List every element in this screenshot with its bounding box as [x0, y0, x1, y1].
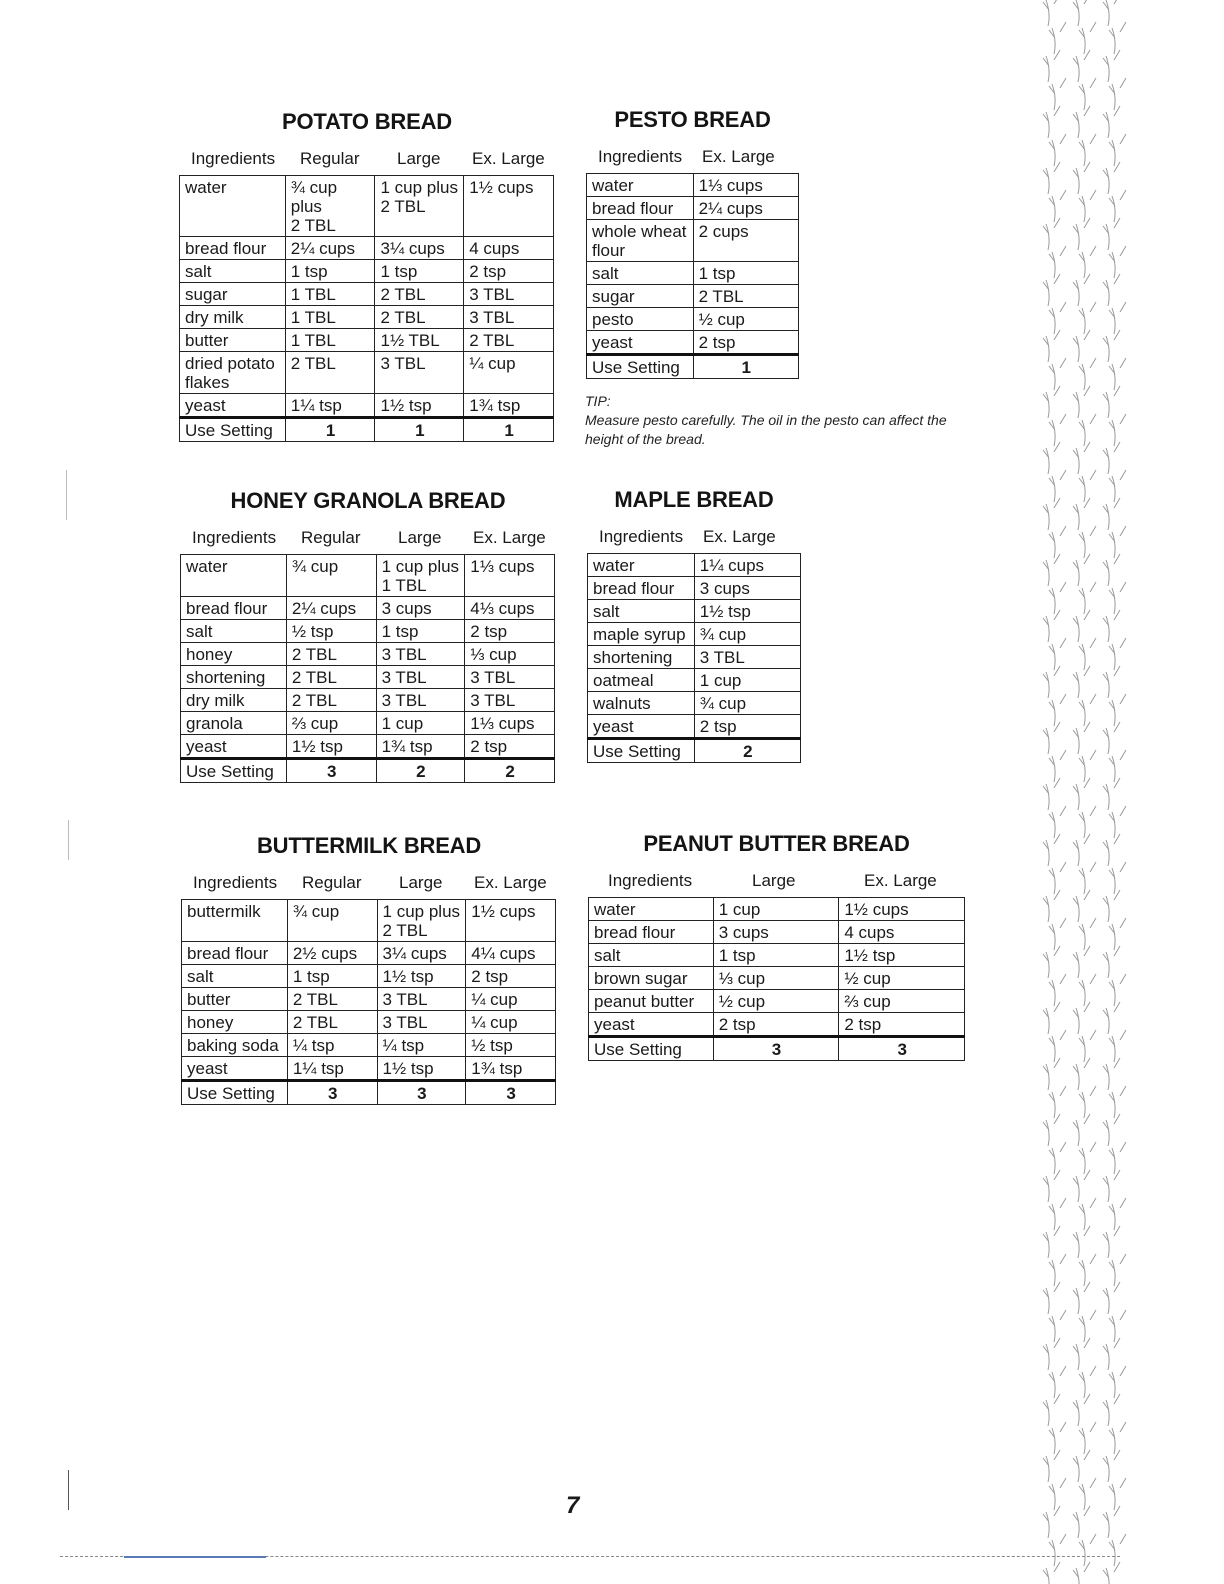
ingredient-amount: 3 TBL: [376, 666, 465, 689]
ingredient-name: granola: [181, 712, 287, 735]
ingredient-amount: 1½ tsp: [375, 394, 464, 418]
ingredient-name: brown sugar: [589, 967, 714, 990]
ingredient-amount: 1 cup plus 2 TBL: [377, 900, 466, 942]
ingredient-amount: 1½ TBL: [375, 329, 464, 352]
table-row: [588, 577, 801, 600]
ingredient-amount: 3¼ cups: [377, 942, 466, 965]
ingredient-amount: 1 TBL: [285, 283, 375, 306]
ingredient-amount: 4 cups: [464, 237, 554, 260]
table-row: [589, 1013, 965, 1037]
ingredient-amount: 1½ tsp: [377, 965, 466, 988]
ingredient-amount: 3¼ cups: [375, 237, 464, 260]
use-setting-label: Use Setting: [182, 1081, 288, 1105]
use-setting-value: 1: [693, 355, 798, 379]
ingredients-table: [586, 173, 799, 379]
ingredient-amount: 2 TBL: [287, 1011, 377, 1034]
ingredient-amount: 2 tsp: [465, 620, 555, 643]
table-row: [182, 900, 556, 942]
ingredient-amount: 2 tsp: [465, 735, 555, 759]
ingredient-amount: ¼ tsp: [377, 1034, 466, 1057]
ingredient-amount: 2 cups: [693, 220, 798, 262]
column-header: Ingredients: [608, 871, 693, 890]
ingredient-name: shortening: [181, 666, 287, 689]
ingredient-amount: 1¾ tsp: [466, 1057, 556, 1081]
table-row: [182, 965, 556, 988]
table-row: [588, 692, 801, 715]
ingredient-amount: 1½ cups: [839, 898, 965, 921]
column-header: Ex. Large: [474, 873, 547, 892]
table-row: [588, 715, 801, 739]
column-header: Ingredients: [598, 147, 683, 166]
column-headers: [180, 528, 556, 550]
ingredient-amount: ¼ tsp: [287, 1034, 377, 1057]
column-headers: [586, 147, 799, 169]
ingredient-amount: 1½ tsp: [377, 1057, 466, 1081]
ingredient-amount: 1½ tsp: [839, 944, 965, 967]
ingredient-amount: 2 tsp: [713, 1013, 839, 1037]
column-headers: [587, 527, 801, 549]
ingredient-amount: ½ tsp: [466, 1034, 556, 1057]
table-row: [589, 921, 965, 944]
ingredient-amount: 3 TBL: [376, 643, 465, 666]
ingredient-amount: 2 tsp: [839, 1013, 965, 1037]
table-row: [587, 331, 799, 355]
ingredient-amount: 1 cup: [376, 712, 465, 735]
ingredient-name: maple syrup: [588, 623, 695, 646]
decorative-border: [1034, 0, 1134, 1584]
column-header: Ingredients: [192, 528, 277, 547]
ingredient-name: baking soda: [182, 1034, 288, 1057]
ingredient-name: yeast: [182, 1057, 288, 1081]
ingredient-name: yeast: [181, 735, 287, 759]
ingredient-name: peanut butter: [589, 990, 714, 1013]
table-row: [587, 197, 799, 220]
column-header: Regular: [300, 149, 360, 168]
tip-text: Measure pesto carefully. The oil in the pesto can affect the height of the bread.: [585, 412, 947, 447]
use-setting-value: 1: [285, 418, 375, 442]
ingredient-amount: ½ cup: [713, 990, 839, 1013]
column-header: Regular: [302, 873, 362, 892]
recipe-title: BUTTERMILK BREAD: [256, 833, 482, 858]
ingredient-amount: 3 cups: [376, 597, 465, 620]
ingredient-amount: 2 tsp: [464, 260, 554, 283]
ingredient-amount: ½ cup: [839, 967, 965, 990]
ingredients-table: [588, 897, 965, 1061]
ingredient-amount: 3 TBL: [465, 666, 555, 689]
ingredient-amount: 2 TBL: [285, 352, 375, 394]
ingredient-name: yeast: [588, 715, 695, 739]
ingredient-name: walnuts: [588, 692, 695, 715]
column-header: Ex. Large: [702, 147, 775, 166]
ingredient-amount: ⅔ cup: [839, 990, 965, 1013]
scan-mark: [66, 470, 67, 520]
scan-mark: [68, 820, 69, 860]
ingredient-amount: 3 TBL: [376, 689, 465, 712]
use-setting-row: [182, 1081, 556, 1105]
ingredient-amount: 2 TBL: [286, 643, 376, 666]
use-setting-row: [589, 1037, 965, 1061]
column-header: Large: [752, 871, 796, 890]
ingredient-name: salt: [587, 262, 694, 285]
ingredient-name: yeast: [180, 394, 286, 418]
table-row: [180, 237, 554, 260]
ingredient-amount: 1 tsp: [287, 965, 377, 988]
use-setting-value: 2: [465, 759, 555, 783]
column-header: Ingredients: [193, 873, 278, 892]
ingredient-name: bread flour: [589, 921, 714, 944]
table-row: [181, 555, 555, 597]
ingredient-amount: 1 cup plus 1 TBL: [376, 555, 465, 597]
ingredient-amount: ⅔ cup: [286, 712, 376, 735]
table-row: [182, 1057, 556, 1081]
ingredient-name: bread flour: [180, 237, 286, 260]
ingredient-amount: 1 cup: [713, 898, 839, 921]
ingredient-name: water: [588, 554, 695, 577]
ingredient-amount: 1½ tsp: [694, 600, 800, 623]
table-row: [180, 283, 554, 306]
ingredient-amount: ¾ cup: [694, 692, 800, 715]
ingredient-amount: ¾ cup: [694, 623, 800, 646]
ingredient-amount: 1½ cups: [464, 176, 554, 237]
use-setting-value: 3: [839, 1037, 965, 1061]
use-setting-value: 1: [464, 418, 554, 442]
ingredient-amount: 2 TBL: [464, 329, 554, 352]
ingredient-amount: ½ tsp: [286, 620, 376, 643]
ingredient-amount: 2 TBL: [287, 988, 377, 1011]
peanut-butter-bread-recipe: [588, 831, 965, 1061]
ingredient-amount: 2 tsp: [466, 965, 556, 988]
ingredient-name: dried potato flakes: [180, 352, 286, 394]
pesto-bread-recipe: [586, 107, 799, 379]
maple-bread-recipe: [587, 487, 801, 763]
ingredient-amount: 1 tsp: [285, 260, 375, 283]
use-setting-value: 3: [377, 1081, 466, 1105]
ingredient-amount: 1½ cups: [466, 900, 556, 942]
ingredient-amount: 1¼ cups: [694, 554, 800, 577]
ingredient-amount: ⅓ cup: [713, 967, 839, 990]
ingredient-name: water: [180, 176, 286, 237]
table-row: [589, 990, 965, 1013]
ingredient-amount: 2 TBL: [375, 306, 464, 329]
use-setting-label: Use Setting: [181, 759, 287, 783]
ingredient-amount: ⅓ cup: [465, 643, 555, 666]
column-headers: [588, 871, 965, 893]
table-row: [587, 262, 799, 285]
ingredient-amount: 1¾ tsp: [376, 735, 465, 759]
table-row: [589, 944, 965, 967]
ingredient-name: honey: [182, 1011, 288, 1034]
ingredient-name: salt: [589, 944, 714, 967]
ingredients-table: [179, 175, 554, 442]
table-row: [181, 689, 555, 712]
recipe-title: HONEY GRANOLA BREAD: [230, 488, 506, 513]
use-setting-row: [587, 355, 799, 379]
table-row: [180, 352, 554, 394]
ingredient-name: shortening: [588, 646, 695, 669]
ingredient-amount: 1¼ tsp: [287, 1057, 377, 1081]
ingredient-amount: 2 TBL: [693, 285, 798, 308]
ingredient-amount: 1⅓ cups: [693, 174, 798, 197]
column-header: Large: [397, 149, 441, 168]
ingredient-name: sugar: [587, 285, 694, 308]
ingredient-name: sugar: [180, 283, 286, 306]
ingredient-amount: 1 tsp: [375, 260, 464, 283]
use-setting-label: Use Setting: [589, 1037, 714, 1061]
table-row: [588, 600, 801, 623]
table-row: [181, 735, 555, 759]
table-row: [588, 669, 801, 692]
ingredient-amount: 1 tsp: [693, 262, 798, 285]
table-row: [181, 597, 555, 620]
ingredient-amount: ¼ cup: [466, 988, 556, 1011]
table-row: [181, 712, 555, 735]
use-setting-value: 3: [466, 1081, 556, 1105]
column-header: Ex. Large: [473, 528, 546, 547]
table-row: [587, 308, 799, 331]
ingredient-amount: 1 TBL: [285, 329, 375, 352]
ingredient-name: yeast: [589, 1013, 714, 1037]
pesto-tip: [585, 392, 985, 449]
use-setting-row: [180, 418, 554, 442]
table-row: [181, 666, 555, 689]
ingredient-amount: 1⅓ cups: [465, 555, 555, 597]
table-row: [180, 394, 554, 418]
ingredients-table: [587, 553, 801, 763]
ingredient-amount: 1½ tsp: [286, 735, 376, 759]
page-number: 7: [566, 1492, 580, 1519]
table-row: [588, 554, 801, 577]
ingredient-amount: 4¼ cups: [466, 942, 556, 965]
ingredient-amount: 3 cups: [694, 577, 800, 600]
table-row: [182, 942, 556, 965]
table-row: [180, 329, 554, 352]
table-row: [587, 174, 799, 197]
column-headers: [181, 873, 557, 895]
recipe-title: POTATO BREAD: [282, 109, 452, 134]
recipe-title: MAPLE BREAD: [614, 487, 774, 512]
use-setting-label: Use Setting: [180, 418, 286, 442]
use-setting-label: Use Setting: [588, 739, 695, 763]
use-setting-row: [181, 759, 555, 783]
ingredient-name: honey: [181, 643, 287, 666]
ingredient-amount: 2 TBL: [375, 283, 464, 306]
use-setting-value: 2: [694, 739, 800, 763]
ingredient-name: salt: [180, 260, 286, 283]
scan-mark: [68, 1470, 69, 1510]
ingredient-amount: 1¾ tsp: [464, 394, 554, 418]
table-row: [588, 646, 801, 669]
ingredient-amount: 3 TBL: [375, 352, 464, 394]
ingredient-name: salt: [181, 620, 287, 643]
table-row: [182, 988, 556, 1011]
ingredient-name: butter: [180, 329, 286, 352]
use-setting-row: [588, 739, 801, 763]
ingredient-name: oatmeal: [588, 669, 695, 692]
column-headers: [179, 149, 555, 171]
potato-bread-recipe: [179, 109, 555, 442]
ingredient-amount: 2¼ cups: [693, 197, 798, 220]
ingredient-amount: 3 cups: [713, 921, 839, 944]
use-setting-value: 1: [375, 418, 464, 442]
ingredient-amount: 2½ cups: [287, 942, 377, 965]
column-header: Large: [398, 528, 442, 547]
table-row: [180, 260, 554, 283]
ingredient-amount: 1¼ tsp: [285, 394, 375, 418]
ingredient-amount: ½ cup: [693, 308, 798, 331]
column-header: Ex. Large: [472, 149, 545, 168]
ingredient-amount: 3 TBL: [377, 988, 466, 1011]
page-bottom-accent: [124, 1556, 266, 1558]
column-header: Ingredients: [191, 149, 276, 168]
ingredient-name: salt: [588, 600, 695, 623]
ingredient-amount: 3 TBL: [694, 646, 800, 669]
table-row: [587, 220, 799, 262]
ingredient-name: water: [589, 898, 714, 921]
use-setting-label: Use Setting: [587, 355, 694, 379]
ingredient-name: water: [181, 555, 287, 597]
ingredient-name: dry milk: [180, 306, 286, 329]
ingredient-amount: 3 TBL: [377, 1011, 466, 1034]
ingredient-name: bread flour: [587, 197, 694, 220]
ingredient-amount: 3 TBL: [464, 306, 554, 329]
ingredient-name: pesto: [587, 308, 694, 331]
table-row: [588, 623, 801, 646]
ingredient-amount: ¾ cup plus 2 TBL: [285, 176, 375, 237]
ingredient-amount: 4 cups: [839, 921, 965, 944]
table-row: [587, 285, 799, 308]
ingredient-name: bread flour: [182, 942, 288, 965]
table-row: [181, 643, 555, 666]
ingredient-name: buttermilk: [182, 900, 288, 942]
ingredient-amount: 2 TBL: [286, 689, 376, 712]
ingredient-name: salt: [182, 965, 288, 988]
ingredient-amount: 1 TBL: [285, 306, 375, 329]
column-header: Ex. Large: [864, 871, 937, 890]
ingredient-amount: 2 TBL: [286, 666, 376, 689]
ingredient-amount: 3 TBL: [465, 689, 555, 712]
honey-granola-bread-recipe: [180, 488, 556, 783]
buttermilk-bread-recipe: [181, 833, 557, 1105]
table-row: [589, 898, 965, 921]
table-row: [182, 1011, 556, 1034]
ingredient-amount: 3 TBL: [464, 283, 554, 306]
ingredient-name: yeast: [587, 331, 694, 355]
recipe-title: PEANUT BUTTER BREAD: [643, 831, 910, 856]
table-row: [180, 306, 554, 329]
use-setting-value: 2: [376, 759, 465, 783]
column-header: Ex. Large: [703, 527, 776, 546]
ingredient-name: whole wheat flour: [587, 220, 694, 262]
ingredients-table: [180, 554, 555, 783]
use-setting-value: 3: [287, 1081, 377, 1105]
table-row: [182, 1034, 556, 1057]
ingredient-amount: 4⅓ cups: [465, 597, 555, 620]
ingredient-amount: ¼ cup: [464, 352, 554, 394]
ingredient-name: dry milk: [181, 689, 287, 712]
use-setting-value: 3: [713, 1037, 839, 1061]
recipe-title: PESTO BREAD: [614, 107, 771, 132]
ingredient-amount: 2¼ cups: [285, 237, 375, 260]
ingredient-amount: 1 tsp: [713, 944, 839, 967]
ingredients-table: [181, 899, 556, 1105]
ingredient-amount: 1 cup: [694, 669, 800, 692]
ingredient-amount: ¾ cup: [286, 555, 376, 597]
ingredient-amount: 2 tsp: [693, 331, 798, 355]
ingredient-name: bread flour: [181, 597, 287, 620]
ingredient-amount: 1⅓ cups: [465, 712, 555, 735]
column-header: Large: [399, 873, 443, 892]
table-row: [180, 176, 554, 237]
ingredient-amount: 2 tsp: [694, 715, 800, 739]
ingredient-name: bread flour: [588, 577, 695, 600]
ingredient-amount: 1 tsp: [376, 620, 465, 643]
ingredient-name: butter: [182, 988, 288, 1011]
ingredient-amount: ¾ cup: [287, 900, 377, 942]
ingredient-amount: ¼ cup: [466, 1011, 556, 1034]
table-row: [181, 620, 555, 643]
tip-label: TIP:: [585, 393, 611, 409]
column-header: Ingredients: [599, 527, 684, 546]
ingredient-amount: 1 cup plus 2 TBL: [375, 176, 464, 237]
table-row: [589, 967, 965, 990]
ingredient-name: water: [587, 174, 694, 197]
column-header: Regular: [301, 528, 361, 547]
ingredient-amount: 2¼ cups: [286, 597, 376, 620]
use-setting-value: 3: [286, 759, 376, 783]
